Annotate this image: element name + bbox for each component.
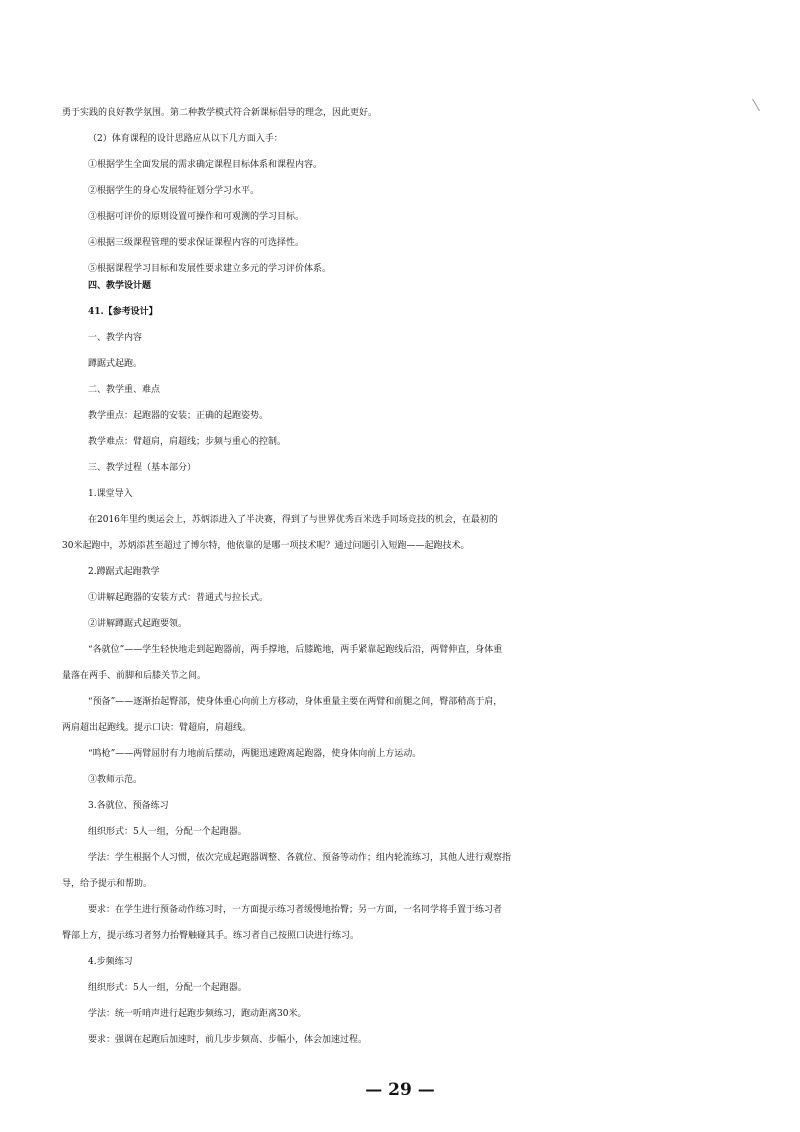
text-line: 量落在两手、前脚和后膝关节之间。: [62, 671, 207, 681]
section-heading: 四、教学设计题: [88, 281, 152, 291]
text-line: ①讲解起跑器的安装方式：普通式与拉长式。: [88, 593, 269, 603]
text-line: 学法：统一听哨声进行起跑步频练习，跑动距离30米。: [88, 1009, 307, 1019]
text-line: 两肩超出起跑线。提示口诀：臂超肩，肩超线。: [62, 723, 252, 733]
text-line: ④根据三级课程管理的要求保证课程内容的可选择性。: [88, 238, 305, 248]
text-line: ②讲解蹲踞式起跑要领。: [88, 619, 188, 629]
text-line: “各就位”——学生轻快地走到起跑器前，两手撑地，后膝跪地，两手紧靠起跑线后沿，两臂伸直，身体重: [88, 645, 503, 655]
text-line: “预备”——逐渐抬起臀部，使身体重心向前上方移动，身体重量主要在两臂和前腿之间，臀部稍高于肩，: [88, 697, 503, 707]
text-line: 教学难点：臂超肩，肩超线；步频与重心的控制。: [88, 437, 287, 447]
text-line: 组织形式：5人一组，分配一个起跑器。: [88, 827, 247, 837]
subheading: 2.蹲踞式起跑教学: [88, 567, 160, 577]
subheading: 1.课堂导入: [88, 489, 133, 499]
text-line: （2）体育课程的设计思路应从以下几方面入手：: [88, 134, 283, 144]
text-line: 要求：在学生进行预备动作练习时，一方面提示练习者缓慢地抬臀；另一方面，一名同学将手置于练习者: [88, 905, 503, 915]
page-number: — 29 —: [365, 1080, 435, 1100]
text-line: 学法：学生根据个人习惯，依次完成起跑器调整、各就位、预备等动作；组内轮流练习，其他人进行观察指: [88, 853, 512, 863]
subheading: 3.各就位、预备练习: [88, 801, 169, 811]
text-line: 组织形式：5人一组，分配一个起跑器。: [88, 983, 247, 993]
text-line: 要求：强调在起跑后加速时，前几步步频高、步幅小，体会加速过程。: [88, 1035, 368, 1045]
subheading: 一、教学内容: [88, 333, 143, 343]
text-line: ③教师示范。: [88, 775, 143, 785]
text-line: 臀部上方，提示练习者努力抬臀触碰其手。练习者自己按照口诀进行练习。: [62, 931, 360, 941]
text-line: ①根据学生全面发展的需求确定课程目标体系和课程内容。: [88, 160, 323, 170]
subheading: 4.步频练习: [88, 957, 133, 967]
subheading: 二、教学重、难点: [88, 385, 161, 395]
text-line: 教学重点：起跑器的安装；正确的起跑姿势。: [88, 411, 269, 421]
text-line: 在2016年里约奥运会上，苏炳添进入了半决赛，得到了与世界优秀百米选手同场竞技的机会，在最初的: [88, 515, 498, 525]
text-line: 30米起跑中，苏炳添甚至超过了博尔特，他依靠的是哪一项技术呢？通过问题引入短跑——起跑技术。: [62, 541, 470, 551]
text-line: “鸣枪”——两臂屈肘有力地前后摆动，两腿迅速蹬离起跑器，使身体向前上方运动。: [88, 749, 422, 759]
subheading: 三、教学过程（基本部分）: [88, 463, 197, 473]
text-line: 蹲踞式起跑。: [88, 359, 143, 369]
text-line: ⑤根据课程学习目标和发展性要求建立多元的学习评价体系。: [88, 264, 332, 274]
text-line: 导，给予提示和帮助。: [62, 879, 153, 889]
text-line: ②根据学生的身心发展特征划分学习水平。: [88, 186, 260, 196]
question-heading: 41.【参考设计】: [88, 307, 158, 317]
text-line: ③根据可评价的原则设置可操作和可观测的学习目标。: [88, 212, 305, 222]
text-line: 勇于实践的良好教学氛围。第二种教学模式符合新课标倡导的理念，因此更好。: [62, 108, 378, 118]
